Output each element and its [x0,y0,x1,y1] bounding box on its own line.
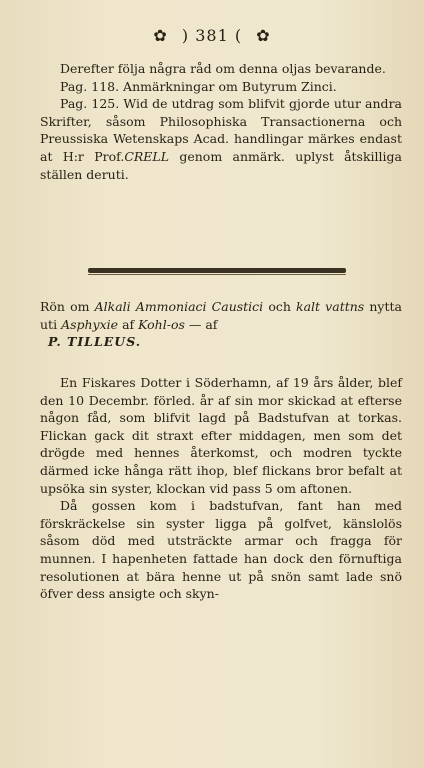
ornament-right-icon: ✿ [256,26,271,45]
ornament-left-icon: ✿ [153,26,168,45]
intro-paragraph-3-text: Pag. 125. Wid de utdrag som blifvit gjorde utur andra Skrifter, såsom Philosophiska Transactionerna och Preussiska Wetenskaps Acad. handlingar märkes endast at H:r Prof. [40,96,402,164]
body-paragraph-2: Då gossen kom i badstufvan, fant han med förskräckelse sin syster ligga på golfvet, känslolös såsom död med utsträckte armar och fragga för munnen. I hapenheten fattade han dock den förnuftiga resolutionen at bära henne ut på snön samt lade snö öfver dess ansigte och skyn- [40,498,402,602]
author-line [40,333,402,351]
page-header [0,26,424,45]
title-word: Asphyxie [61,316,119,332]
section-title [40,298,402,351]
intro-paragraph-1: Derefter följa några råd om denna oljas bevarande. [60,61,386,76]
section-divider-thin [88,274,346,275]
title-word: och [268,299,291,314]
title-word: Rön om [40,299,90,314]
title-word: — af [188,316,218,332]
author-name: P. TILLEUS. [48,334,142,350]
intro-paragraph-2: Pag. 118. Anmärkningar om Butyrum Zinci. [60,78,337,94]
title-word: af [122,316,135,332]
title-word: kalt vattns [296,299,365,314]
body-block [40,374,402,603]
intro-block [40,60,402,183]
section-title-text [40,298,402,333]
title-word: Alkali Ammoniaci Caustici [94,299,264,314]
intro-paragraph-3 [40,95,402,183]
page-number: ) 381 ( [181,26,243,45]
crell-name: CRELL [124,148,170,164]
section-divider [88,268,346,273]
body-paragraph-1: En Fiskares Dotter i Söderhamn, af 19 års ålder, blef den 10 Decembr. förled. år af sin mor skickad at efterse någon fåd, som blifvit lagd på Badstufvan at torkas. Flickan gack dit straxt efter middagen, men som det drögde med hennes återkomst, och modren tyckte därmed icke hånga rätt ihop, blef flickans bror befalt at upsöka sin syster, klockan vid pass 5 om aftonen. [40,375,402,496]
intro-paragraph-3-end: genom anmärk. uplyst åtskilliga ställen deruti. [40,148,402,182]
title-word: Kohl-os [138,316,185,332]
title-word: nytta uti [40,299,402,332]
